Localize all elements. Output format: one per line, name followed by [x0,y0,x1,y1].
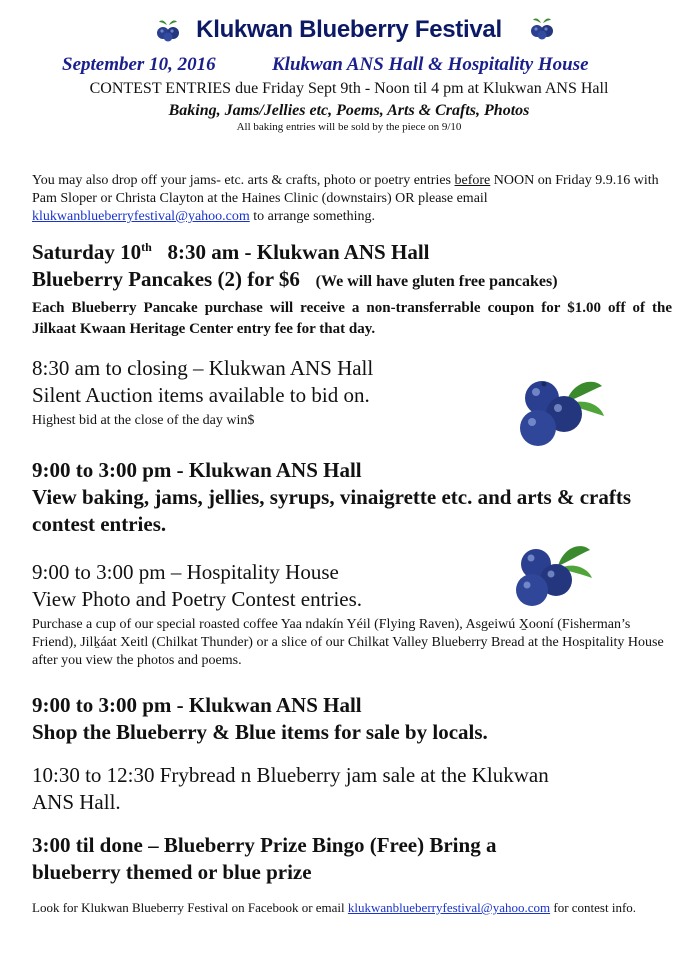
blueberry-icon [530,16,554,40]
blueberry-cluster-image [514,540,594,612]
hall-view-heading: 9:00 to 3:00 pm - Klukwan ANS Hall [32,458,362,482]
title-row [0,12,698,48]
pancake-day-heading [32,240,430,265]
hospitality-time-line: 9:00 to 3:00 pm – Hospitality House [32,560,339,584]
pancake-day: Saturday 10 [32,240,142,264]
gluten-free-note: (We will have gluten free pancakes) [315,273,558,290]
hall-view-text: View baking, jams, jellies, syrups, vinaigrette etc. and arts & crafts contest entries. [32,485,632,536]
footer-text-b: for contest info. [550,900,637,915]
bingo-line-2: blueberry themed or blue prize [32,860,312,884]
blueberry-cluster-image [516,372,606,452]
dropoff-text-c: to arrange something. [249,209,375,224]
contest-categories: Baking, Jams/Jellies etc, Poems, Arts & Crafts, Photos [168,102,530,119]
pancake-headline: Blueberry Pancakes (2) for $6 [32,267,300,291]
dropoff-paragraph [32,172,672,226]
auction-bid-note: Highest bid at the close of the day win$ [32,413,255,428]
contest-entries-line: CONTEST ENTRIES due Friday Sept 9th - Noon til 4 pm at Klukwan ANS Hall [89,80,609,97]
pancake-time-place: 8:30 am - Klukwan ANS Hall [167,240,430,264]
frybread-line-1: 10:30 to 12:30 Frybread n Blueberry jam sale at the Klukwan [32,763,549,787]
auction-description: Silent Auction items available to bid on. [32,383,370,407]
dropoff-text-b: NOON on Friday 9.9.16 with Pam Sloper or Christa Clayton at the Haines Clinic (downstairs) OR please email [32,173,659,206]
pancake-coupon-text: Each Blueberry Pancake purchase will receive a non-transferrable coupon for $1.00 off of the Jilkaat Kwaan Heritage Center entry fee for that day. [32,300,672,337]
footer-email-link[interactable]: klukwanblueberryfestival@yahoo.com [347,900,551,915]
dropoff-text-a: You may also drop off your jams- etc. arts & crafts, photo or poetry entries [32,173,455,188]
auction-time-line: 8:30 am to closing – Klukwan ANS Hall [32,356,374,380]
festival-venue: Klukwan ANS Hall & Hospitality House [272,54,589,75]
footer-contact [32,899,672,917]
organizer-email-link[interactable]: klukwanblueberryfestival@yahoo.com [32,209,250,224]
frybread-line-2: ANS Hall. [32,790,121,814]
coffee-purchase-text: Purchase a cup of our special roasted coffee Yaa ndakín Yéil (Flying Raven), Asgeiwú X̱ooní (Fisherman’s Friend), Jilḵáat Xeitl (Chilkat Thunder) or a slice of our Chilkat Valley Blueberry Bread at the Hospitality House after you view the photos and poems. [32,617,664,668]
shop-text: Shop the Blueberry & Blue items for sale by locals. [32,720,488,744]
festival-date: September 10, 2016 [62,54,216,75]
baking-sales-note: All baking entries will be sold by the piece on 9/10 [236,121,462,133]
dropoff-before: before [454,173,491,188]
hospitality-description: View Photo and Poetry Contest entries. [32,587,363,611]
shop-heading: 9:00 to 3:00 pm - Klukwan ANS Hall [32,693,362,717]
page-title: Klukwan Blueberry Festival [196,16,502,43]
footer-text-a: Look for Klukwan Blueberry Festival on Facebook or email [32,900,348,915]
bingo-line-1: 3:00 til done – Blueberry Prize Bingo (Free) Bring a [32,833,497,857]
pancake-day-suffix: th [141,240,152,254]
pancake-headline-row [32,267,558,292]
